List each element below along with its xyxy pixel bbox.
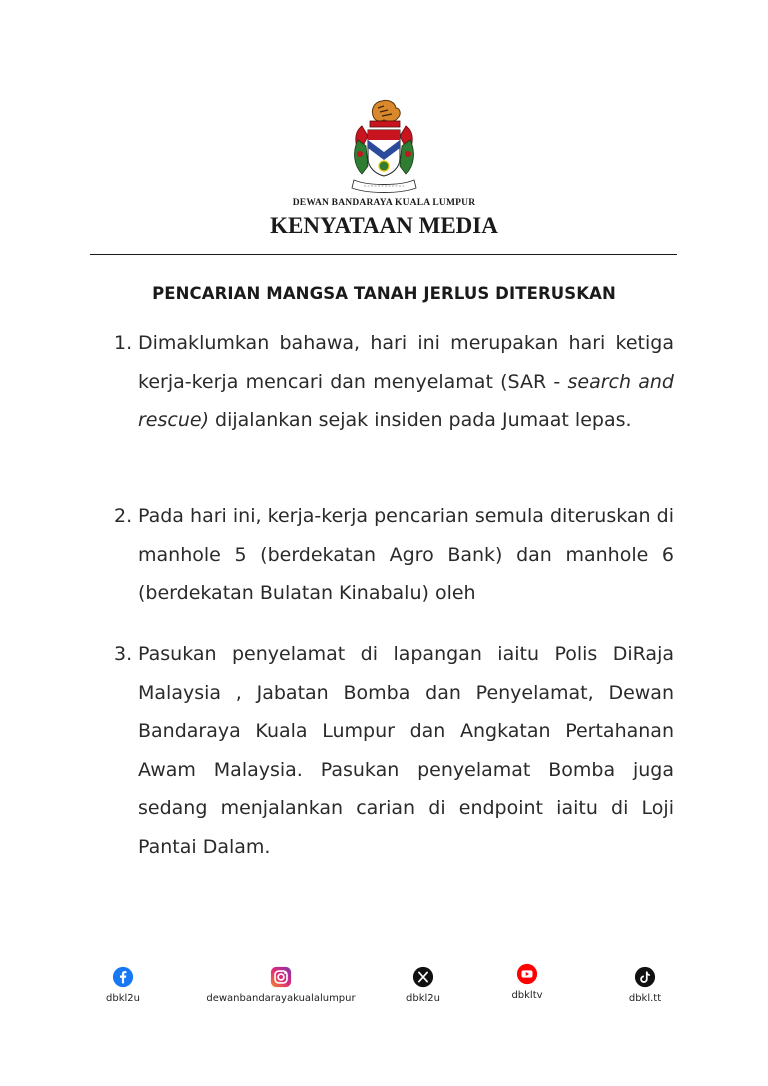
paragraph-3 xyxy=(114,635,674,866)
paragraph-text: Pada hari ini, kerja-kerja pencarian semula diteruskan di manhole 5 (berdekatan Agro Bank) dan manhole 6 (berdekatan Bulatan Kinabalu) oleh xyxy=(138,505,674,604)
paragraph-text: Dimaklumkan bahawa, hari ini merupakan hari ketiga kerja-kerja mencari dan menyelamat (SAR - search and rescue) dijalankan sejak insiden pada Jumaat lepas. xyxy=(138,332,674,431)
social-handle: dbkl2u xyxy=(406,993,440,1004)
document-type-title: KENYATAAN MEDIA xyxy=(270,213,498,238)
organization-name: DEWAN BANDARAYA KUALA LUMPUR xyxy=(292,198,476,208)
social-x[interactable] xyxy=(390,966,456,1004)
social-youtube[interactable] xyxy=(494,963,560,1001)
social-handle: dbkl.tt xyxy=(628,993,662,1004)
paragraph-1 xyxy=(114,324,674,440)
dbkl-coat-of-arms-icon xyxy=(340,96,428,200)
paragraph-number: 1. xyxy=(114,332,133,354)
youtube-icon xyxy=(516,963,538,985)
social-handle: dewanbandarayakualalumpur xyxy=(206,993,356,1004)
paragraph-text: Pasukan penyelamat di lapangan iaitu Polis DiRaja Malaysia , Jabatan Bomba dan Penyelamat, Dewan Bandaraya Kuala Lumpur dan Angkatan Pertahanan Awam Malaysia. Pasukan penyelamat Bomba juga sedang menjalankan carian di endpoint iaitu di Loji Pantai Dalam. xyxy=(138,643,674,858)
paragraph-number: 2. xyxy=(114,505,133,527)
header-divider xyxy=(90,254,677,255)
paragraph-number: 3. xyxy=(114,643,133,665)
instagram-icon xyxy=(270,966,292,988)
social-instagram[interactable] xyxy=(206,966,356,1004)
facebook-icon xyxy=(112,966,134,988)
social-handle: dbkltv xyxy=(511,990,543,1001)
social-facebook[interactable] xyxy=(90,966,156,1004)
social-tiktok[interactable] xyxy=(612,966,678,1004)
social-handle: dbkl2u xyxy=(106,993,140,1004)
tiktok-icon xyxy=(634,966,656,988)
press-release-headline: PENCARIAN MANGSA TANAH JERLUS DITERUSKAN xyxy=(152,284,616,303)
paragraph-2 xyxy=(114,497,674,613)
x-icon xyxy=(412,966,434,988)
